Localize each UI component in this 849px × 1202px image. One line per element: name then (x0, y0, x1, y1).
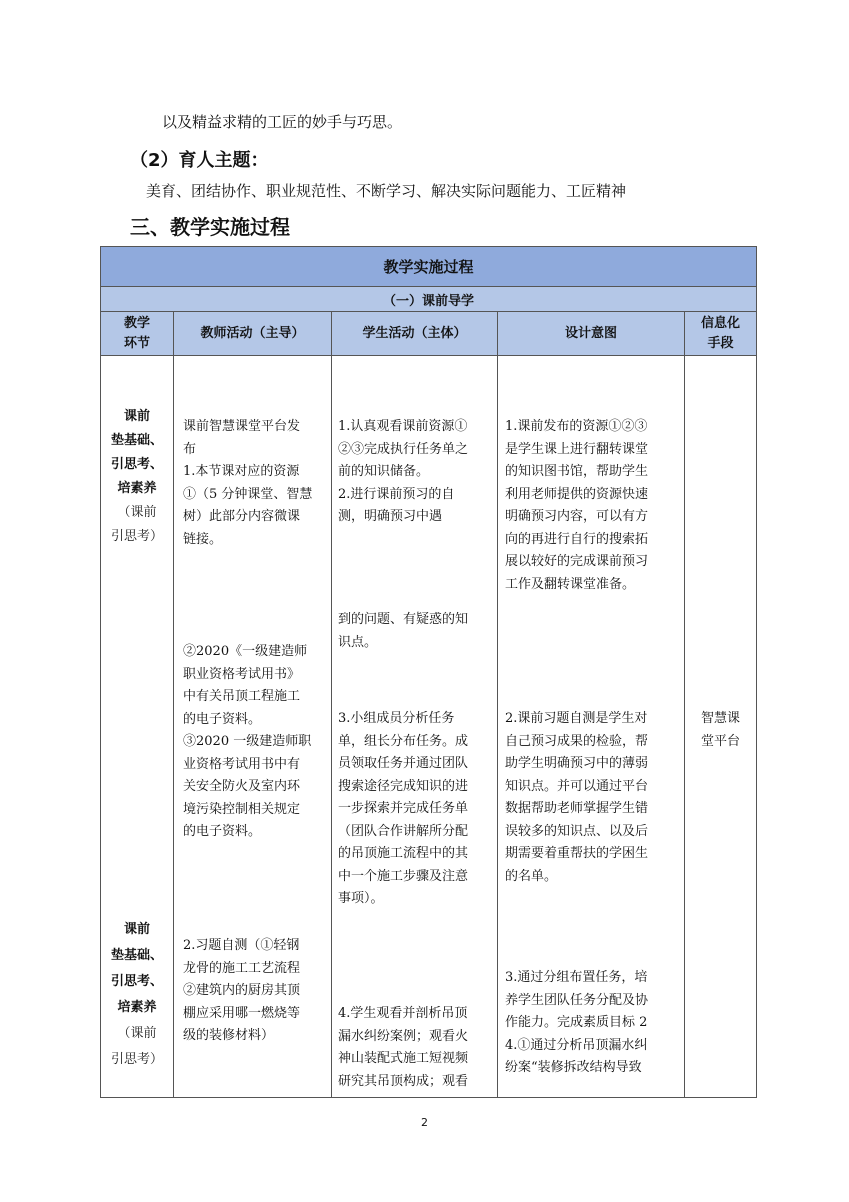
stage-line: 垫基础、 (110, 433, 163, 448)
stage-line: 引思考、 (110, 457, 163, 472)
text-line: 关安全防火及室内环 (183, 779, 301, 794)
header-stage-line: 环节 (123, 335, 150, 351)
text-line: 神山装配式施工短视频 (338, 1051, 469, 1066)
table-subtitle: （一）课前导学 (101, 287, 756, 312)
text-line: 课前智慧课堂平台发 (183, 419, 301, 434)
design-intent-2 (505, 708, 648, 888)
text-line: 一步探索并完成任务单 (338, 801, 469, 816)
text-line: 2.习题自测（①轻钢 (183, 938, 300, 953)
header-info (685, 312, 756, 356)
education-themes-line: 美育、团结协作、职业规范性、不断学习、解决实际问题能力、工匠精神 (146, 182, 627, 200)
column-divider (331, 356, 332, 1097)
stage-line: 课前 (123, 922, 150, 937)
section-heading: 三、教学实施过程 (130, 215, 290, 239)
text-line: 展以较好的完成课前预习 (505, 554, 649, 569)
column-divider (497, 356, 498, 1097)
text-line: ②建筑内的厨房其顶 (183, 983, 301, 998)
text-line: 自己预习成果的检验，帮 (505, 733, 649, 749)
text-line: 前的知识储备。 (338, 464, 430, 479)
text-line: 明确预习内容，可以有方 (505, 509, 649, 524)
text-line: 4.①通过分析吊顶漏水纠 (505, 1037, 648, 1053)
text-line: 工作及翻转课堂准备。 (505, 576, 636, 592)
text-line: 知识点。并可以通过平台 (505, 778, 649, 794)
stage-line: 引思考） (110, 1052, 163, 1067)
intro-text-line: 以及精益求精的工匠的妙手与巧思。 (162, 113, 403, 131)
table-title: 教学实施过程 (101, 247, 756, 287)
stage-line: （课前 (117, 505, 157, 520)
text-line: 是学生课上进行翻转课堂 (505, 441, 649, 457)
text-line: 中有关吊顶工程施工 (183, 689, 301, 704)
text-line: ②③完成执行任务单之 (338, 441, 469, 457)
text-line: （团队合作讲解所分配 (338, 823, 469, 839)
text-line: 境污染控制相关规定 (183, 801, 301, 817)
text-line: 布 (183, 441, 197, 457)
text-line: 的知识图书馆，帮助学生 (505, 464, 649, 479)
stage-line: 培素养 (117, 1000, 157, 1015)
stage-line: 引思考、 (110, 974, 163, 989)
design-intent-3 (505, 967, 648, 1080)
text-line: ③2020 一级建造师职 (183, 734, 312, 749)
stage-line: 培素养 (117, 481, 157, 496)
text-line: 的电子资料。 (183, 711, 262, 727)
text-line: 搜索途径完成知识的进 (338, 778, 469, 794)
text-line: 误较多的知识点、以及后 (505, 823, 649, 839)
stage-cell-2 (101, 917, 173, 1073)
student-activity-4 (338, 1003, 468, 1093)
teacher-activity-2 (183, 641, 311, 844)
sub-heading: （2）育人主题： (130, 150, 269, 171)
text-line: 测，明确预习中遇 (338, 509, 443, 524)
text-line: 识点。 (338, 634, 378, 650)
design-intent-1 (505, 416, 648, 596)
text-line: 纷案“装修拆改结构导致 (505, 1060, 642, 1075)
text-line: 期需要着重帮扶的学困生 (505, 846, 649, 861)
text-line: 4.学生观看并剖析吊顶 (338, 1006, 468, 1021)
text-line: 棚应采用哪一燃烧等 (183, 1005, 301, 1021)
student-activity-3 (338, 708, 468, 911)
text-line: 职业资格考试用书》 (183, 666, 301, 682)
student-activity-1 (338, 416, 468, 529)
text-line: 1.认真观看课前资源① (338, 419, 468, 434)
page-number: 2 (421, 1116, 428, 1129)
text-line: 事项）。 (338, 891, 384, 906)
text-line: 向的再进行自行的搜索拓 (505, 531, 649, 547)
text-line: 链接。 (183, 531, 223, 547)
stage-line: 课前 (123, 409, 150, 424)
teacher-activity-3 (183, 935, 300, 1048)
text-line: ②2020《一级建造师 (183, 644, 308, 659)
text-line: 智慧课 (700, 711, 740, 726)
text-line: 堂平台 (700, 733, 740, 749)
header-design: 设计意图 (498, 312, 685, 356)
text-line: 利用老师提供的资源快速 (505, 486, 649, 502)
teacher-activity-1 (183, 416, 312, 551)
header-stage (101, 312, 174, 356)
text-line: 2.进行课前预习的自 (338, 486, 455, 502)
stage-line: 引思考） (110, 529, 163, 544)
text-line: 龙骨的施工工艺流程 (183, 960, 301, 976)
text-line: 的电子资料。 (183, 824, 262, 839)
text-line: 养学生团队任务分配及协 (505, 992, 649, 1008)
text-line: 3.通过分组布置任务，培 (505, 970, 648, 985)
text-line: 的吊顶施工流程中的其 (338, 846, 469, 861)
text-line: 2.课前习题自测是学生对 (505, 711, 648, 726)
text-line: 数据帮助老师掌握学生错 (505, 801, 649, 816)
text-line: 作能力。完成素质目标 2 (505, 1015, 648, 1030)
text-line: 助学生明确预习中的薄弱 (505, 756, 649, 771)
stage-line: 垫基础、 (110, 948, 163, 963)
student-activity-2 (338, 609, 468, 654)
text-line: 漏水纠纷案例；观看火 (338, 1028, 469, 1044)
text-line: ①（5 分钟课堂、智慧 (183, 486, 313, 502)
text-line: 1.课前发布的资源①②③ (505, 419, 648, 434)
text-line: 的名单。 (505, 868, 558, 884)
header-stage-line: 教学 (123, 315, 150, 331)
stage-line: （课前 (117, 1026, 157, 1041)
header-teacher: 教师活动（主导） (174, 312, 332, 356)
header-info-line: 信息化 (700, 315, 740, 331)
text-line: 到的问题、有疑惑的知 (338, 612, 469, 627)
text-line: 树）此部分内容微课 (183, 509, 301, 524)
text-line: 单，组长分布任务。成 (338, 733, 469, 749)
column-divider (173, 356, 174, 1097)
info-tools (685, 708, 756, 753)
stage-cell-1 (101, 405, 173, 549)
text-line: 业资格考试用书中有 (183, 756, 301, 772)
header-student: 学生活动（主体） (332, 312, 498, 356)
text-line: 级的装修材料） (183, 1028, 275, 1043)
teaching-process-table (100, 246, 757, 1098)
text-line: 3.小组成员分析任务 (338, 711, 455, 726)
text-line: 员领取任务并通过团队 (338, 756, 469, 771)
text-line: 中一个施工步骤及注意 (338, 868, 469, 884)
text-line: 研究其吊顶构成；观看 (338, 1073, 469, 1089)
text-line: 1.本节课对应的资源 (183, 464, 300, 479)
header-info-line: 手段 (707, 335, 734, 351)
